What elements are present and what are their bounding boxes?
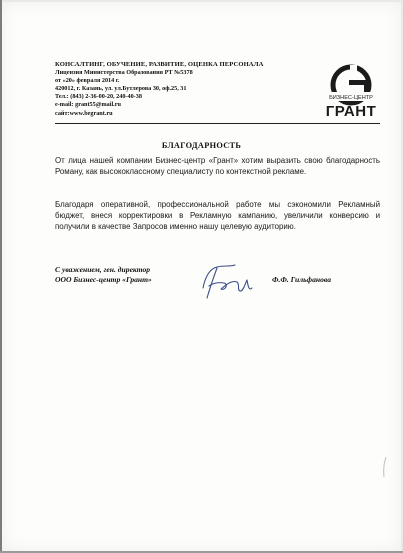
company-line: ООО Бизнес-центр «Грант» <box>55 275 152 285</box>
grant-logo-icon <box>322 64 380 120</box>
license-line: Лицензия Министерства Образования РТ №5378 <box>55 69 193 77</box>
paragraph-gratitude: От лица нашей компании Бизнес-центр «Грант» хотим выразить свою благодарность Роману, как высококлассному специалисту по контекстной рекламе. <box>55 156 380 177</box>
closing-line: С уважением, ген. директор <box>55 265 151 274</box>
letter-title: БЛАГОДАРНОСТЬ <box>161 141 242 150</box>
phone-line: Тел.: (843) 2-36-00-20, 240-40-38 <box>55 93 142 101</box>
logo-main-text: ГРАНТ <box>325 103 377 120</box>
company-tagline: КОНСАЛТИНГ, ОБУЧЕНИЕ, РАЗВИТИЕ, ОЦЕНКА ПЕРСОНАЛА <box>55 61 264 68</box>
address-line: 420012, г. Казань, ул. ул.Бутлерова 30, оф.25, 31 <box>55 85 187 93</box>
logo-top-text: БИЗНЕС-ЦЕНТР <box>329 95 373 101</box>
scan-artifact <box>380 457 390 477</box>
handwritten-signature <box>195 260 255 302</box>
header-divider <box>55 123 380 124</box>
signature-block <box>55 265 152 286</box>
email-line: e-mail: grant55@mail.ru <box>55 101 121 109</box>
director-name: Ф.Ф. Гильфанова <box>272 275 332 284</box>
paragraph-results: Благодаря оперативной, профессиональной работе мы сэкономили Рекламный бюджет, внеся корректировки в Рекламную кампанию, увеличили конверсию и получили в качестве Запросов именно нашу целевую аудиторию. <box>55 200 380 232</box>
license-date: от «20» февраля 2014 г. <box>55 77 120 85</box>
letterhead <box>55 61 325 118</box>
website-line: сайт:www.begrant.ru <box>55 109 113 117</box>
